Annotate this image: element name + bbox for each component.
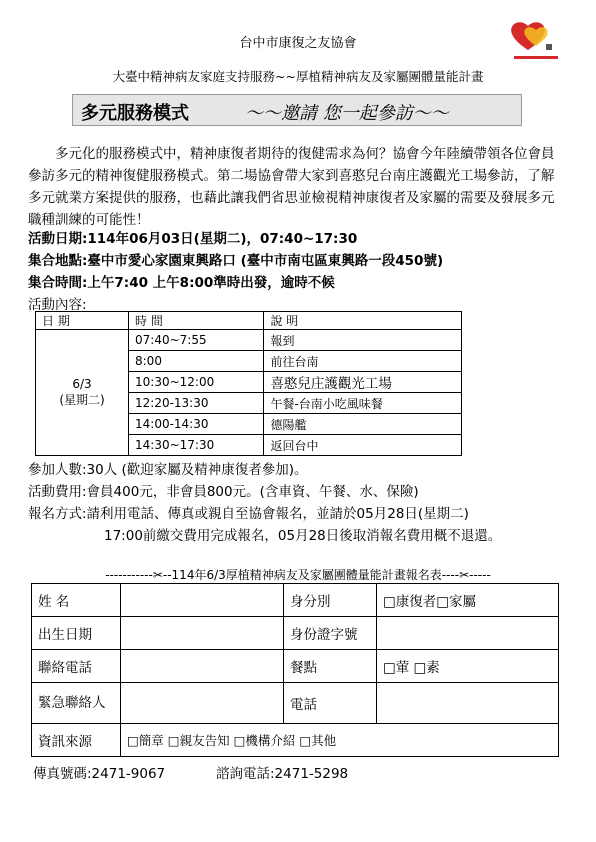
emergency-contact-field[interactable] — [121, 683, 284, 724]
id-number-label: 身份證字號 — [284, 617, 377, 650]
schedule-day-cell — [36, 330, 129, 456]
schedule-time: 14:30~17:30 — [129, 435, 264, 456]
inquiry-phone: 諮詢電話:2471-5298 — [216, 766, 349, 782]
name-label: 姓 名 — [32, 584, 121, 617]
schedule-header-row — [36, 312, 462, 330]
schedule-desc: 午餐-台南小吃風味餐 — [264, 393, 462, 414]
fee-info: 活動費用:會員400元，非會員800元。(含車資、午餐、水、保險) — [28, 484, 419, 500]
source-label: 資訊來源 — [32, 724, 121, 757]
registration-form — [31, 583, 559, 757]
meeting-time: 集合時間:上午7:40 上午8:00準時出發，逾時不候 — [28, 275, 335, 291]
meal-label: 餐點 — [284, 650, 377, 683]
participants-info: 參加人數:30人 (歡迎家屬及精神康復者參加)。 — [28, 462, 308, 478]
association-logo-icon — [506, 18, 566, 66]
table-row — [32, 650, 559, 683]
id-number-field[interactable] — [377, 617, 559, 650]
schedule-desc: 前往台南 — [264, 351, 462, 372]
schedule-desc: 返回台中 — [264, 435, 462, 456]
form-cut-divider: -----------✂--114年6/3厚植精神病友及家屬團體量能計畫報名表----✂----- — [105, 568, 491, 582]
phone-field[interactable] — [121, 650, 284, 683]
meal-options[interactable]: □葷 □素 — [377, 650, 559, 683]
schedule-desc: 報到 — [264, 330, 462, 351]
table-row — [36, 330, 462, 351]
emergency-phone-field[interactable] — [377, 683, 559, 724]
project-subtitle: 大臺中精神病友家庭支持服務~~厚植精神病友及家屬團體量能計畫 — [112, 69, 484, 84]
intro-paragraph: 多元化的服務模式中，精神康復者期待的復健需求為何？協會今年陸續帶領各位會員參訪多元的精神復健服務模式。第二場協會帶大家到喜憨兒台南庄護觀光工場參訪，了解多元就業方案提供的服務，也藉此讓我們省思並檢視精神康復者及家屬的需要及發展多元職種訓練的可能性！ — [28, 146, 555, 228]
organization-name: 台中市康復之友協會 — [239, 36, 357, 51]
schedule-desc: 德陽艦 — [264, 414, 462, 435]
registration-info: 報名方式:請利用電話、傳真或親自至協會報名，並請於05月28日(星期二) — [28, 506, 469, 522]
schedule-time: 14:00-14:30 — [129, 414, 264, 435]
header-date: 日 期 — [36, 312, 129, 330]
schedule-time: 10:30~12:00 — [129, 372, 264, 393]
header-time: 時 間 — [129, 312, 264, 330]
meeting-place: 集合地點:臺中市愛心家園東興路口 (臺中市南屯區東興路一段450號) — [28, 253, 444, 269]
identity-options[interactable]: □康復者□家屬 — [377, 584, 559, 617]
title-banner — [72, 94, 522, 126]
name-field[interactable] — [121, 584, 284, 617]
activity-date: 活動日期:114年06月03日(星期二)，07:40~17:30 — [28, 231, 358, 247]
schedule-table — [35, 311, 462, 456]
table-row — [32, 683, 559, 724]
table-row — [32, 584, 559, 617]
source-options[interactable]: □簡章 □親友告知 □機構介紹 □其他 — [121, 724, 559, 757]
table-row — [32, 724, 559, 757]
banner-title: 多元服務模式 — [81, 103, 189, 124]
schedule-time: 8:00 — [129, 351, 264, 372]
birth-field[interactable] — [121, 617, 284, 650]
phone-label: 聯絡電話 — [32, 650, 121, 683]
registration-deadline: 17:00前繳交費用完成報名，05月28日後取消報名費用概不退還。 — [104, 528, 502, 544]
schedule-time: 12:20-13:30 — [129, 393, 264, 414]
schedule-weekday: (星期二) — [59, 393, 105, 407]
emergency-contact-label: 緊急聯絡人 — [32, 683, 121, 724]
banner-slogan: ～～邀請 您一起參訪～～ — [245, 103, 449, 124]
identity-label: 身分別 — [284, 584, 377, 617]
header-desc: 說 明 — [264, 312, 462, 330]
birth-label: 出生日期 — [32, 617, 121, 650]
activity-content-label: 活動內容: — [28, 297, 87, 313]
schedule-time: 07:40~7:55 — [129, 330, 264, 351]
fax-number: 傳真號碼:2471-9067 — [33, 766, 166, 782]
schedule-desc: 喜憨兒庄護觀光工場 — [264, 372, 462, 393]
emergency-phone-label: 電話 — [284, 683, 377, 724]
schedule-day: 6/3 — [72, 377, 92, 391]
table-row — [32, 617, 559, 650]
